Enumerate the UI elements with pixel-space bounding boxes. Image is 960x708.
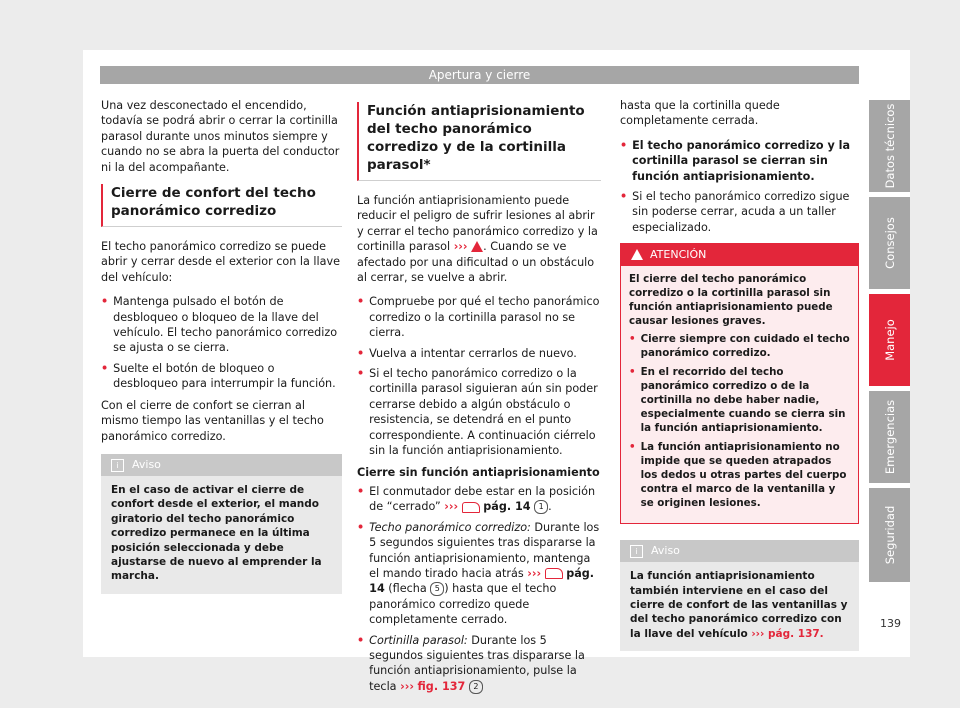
note-box: [620, 540, 859, 651]
list-item: • Vuelva a intentar cerrarlos de nuevo.: [357, 346, 577, 360]
warning-intro: El cierre del techo panorámico corredizo o la cortinilla parasol sin función antiaprisionamiento puede causar lesiones graves.: [629, 273, 833, 328]
warning-triangle-icon: [471, 241, 483, 252]
note-title: Aviso: [132, 457, 161, 471]
ref-arrow-icon: ›››: [453, 240, 468, 254]
note-text: En el caso de activar el cierre de confort desde el exterior, el mando giratorio del techo panorámico corredizo permanece en la última posición seleccionada y debe ajustarse de nuevo al emprender la marcha.: [111, 483, 322, 583]
list-item: • Techo panorámico corredizo: Durante los 5 segundos siguientes tras dispararse la función antiaprisionamiento, mantenga el mando tirado hacia atrás ››› pág. 14 (flecha 5 ) hasta que el techo panorámico corredizo quede completamente cerrado.: [357, 520, 600, 627]
column-3: [620, 98, 859, 651]
sub-heading: Cierre sin función antiaprisionamiento: [357, 465, 600, 479]
paragraph: hasta que la cortinilla quede completamente cerrada.: [620, 99, 780, 128]
callout-number: 5: [430, 582, 444, 596]
warning-triangle-icon: [631, 249, 643, 260]
list-item: • Compruebe por qué el techo panorámico corredizo o la cortinilla parasol no se cierra.: [357, 295, 600, 340]
info-icon: i: [630, 545, 643, 558]
tab-seguridad[interactable]: Seguridad: [869, 488, 910, 582]
callout-number: 2: [469, 680, 483, 694]
page-number: 139: [880, 617, 901, 630]
column-2: [357, 98, 601, 699]
list-item: • Cierre siempre con cuidado el techo panorámico corredizo.: [629, 333, 850, 360]
ref-arrow-icon: ›››: [400, 679, 414, 693]
list-item: • Suelte el botón de bloqueo o desbloqueo para interrumpir la función.: [101, 361, 336, 391]
car-roof-icon: [545, 568, 563, 579]
list-item: • El techo panorámico corredizo y la cortinilla parasol se cierran sin función antiaprisionamiento.: [620, 138, 851, 183]
tab-consejos[interactable]: Consejos: [869, 197, 910, 289]
ref-arrow-icon: ›››: [527, 566, 542, 580]
list-item: • Si el techo panorámico corredizo o la cortinilla parasol siguieran aún sin poder cerrarse debido a algún obstáculo o resistencia, se detendrá en el punto correspondiente. A continuación ciérrelo sin la función antiaprisionamiento.: [357, 367, 598, 458]
column-1: [101, 98, 342, 594]
page-link[interactable]: pág. 14: [369, 566, 595, 596]
note-text: La función antiaprisionamiento también interviene en el caso del cierre de confort de las ventanillas y del techo panorámico corredizo con la llave del vehículo: [630, 570, 848, 640]
paragraph: El techo panorámico corredizo se puede abrir y cerrar desde el exterior con la llave del vehículo:: [101, 240, 340, 284]
warning-title: ATENCIÓN: [650, 248, 707, 262]
car-roof-icon: [462, 502, 480, 513]
intro-paragraph: Una vez desconectado el encendido, todavía se podrá abrir o cerrar la cortinilla parasol durante unos minutos siempre y cuando no se abra la puerta del conductor ni la del acompañante.: [101, 99, 340, 174]
tab-datos-tecnicos[interactable]: Datos técnicos: [869, 100, 910, 192]
figure-link[interactable]: fig. 137: [417, 679, 466, 693]
section-heading-confort: Cierre de confort del techo panorámico corredizo: [101, 184, 342, 227]
info-icon: i: [111, 459, 124, 472]
list-item: • El conmutador debe estar en la posición de “cerrado” ››› pág. 14 1 .: [357, 484, 596, 514]
callout-number: 1: [534, 500, 548, 514]
list-item: • Cortinilla parasol: Durante los 5 segundos siguientes tras dispararse la función antiaprisionamiento, pulse la tecla ››› fig. 137 2: [357, 633, 585, 693]
paragraph: La función antiaprisionamiento puede reducir el peligro de sufrir lesiones al abrir y cerrar el techo panorámico corredizo y la cortinilla parasol ››› . Cuando se ve afectado por una dificultad o un obstáculo al cerrar, se vuelve a abrir.: [357, 194, 598, 285]
ref-arrow-icon: ›››: [751, 627, 765, 640]
list-item: • En el recorrido del techo panorámico corredizo o de la cortinilla no debe haber nadie, especialmente cuando se cierra sin la función antiaprisionamiento.: [629, 366, 846, 435]
list-item: • Mantenga pulsado el botón de desbloqueo o bloqueo de la llave del vehículo. El techo panorámico corredizo se ajusta o se cierra.: [101, 295, 338, 355]
page-link[interactable]: pág. 14: [483, 500, 531, 514]
section-heading-antiaprisionamiento: Función antiaprisionamiento del techo panorámico corredizo y de la cortinilla parasol*: [357, 102, 601, 181]
page-header: Apertura y cierre: [100, 66, 859, 84]
list-item: • Si el techo panorámico corredizo sigue sin poderse cerrar, acuda a un taller especializado.: [620, 190, 850, 234]
paragraph: Con el cierre de confort se cierran al mismo tiempo las ventanillas y el techo panorámico corredizo.: [101, 398, 324, 443]
tab-emergencias[interactable]: Emergencias: [869, 391, 910, 483]
note-title: Aviso: [651, 544, 680, 558]
list-item: • La función antiaprisionamiento no impide que se queden atrapados los dedos u otras partes del cuerpo contra el marco de la ventanilla y se originen lesiones.: [629, 441, 847, 510]
tab-manejo[interactable]: Manejo: [869, 294, 910, 386]
warning-box: [620, 243, 859, 524]
note-box: [101, 454, 342, 594]
page-link[interactable]: pág. 137.: [768, 627, 824, 640]
ref-arrow-icon: ›››: [444, 500, 459, 514]
